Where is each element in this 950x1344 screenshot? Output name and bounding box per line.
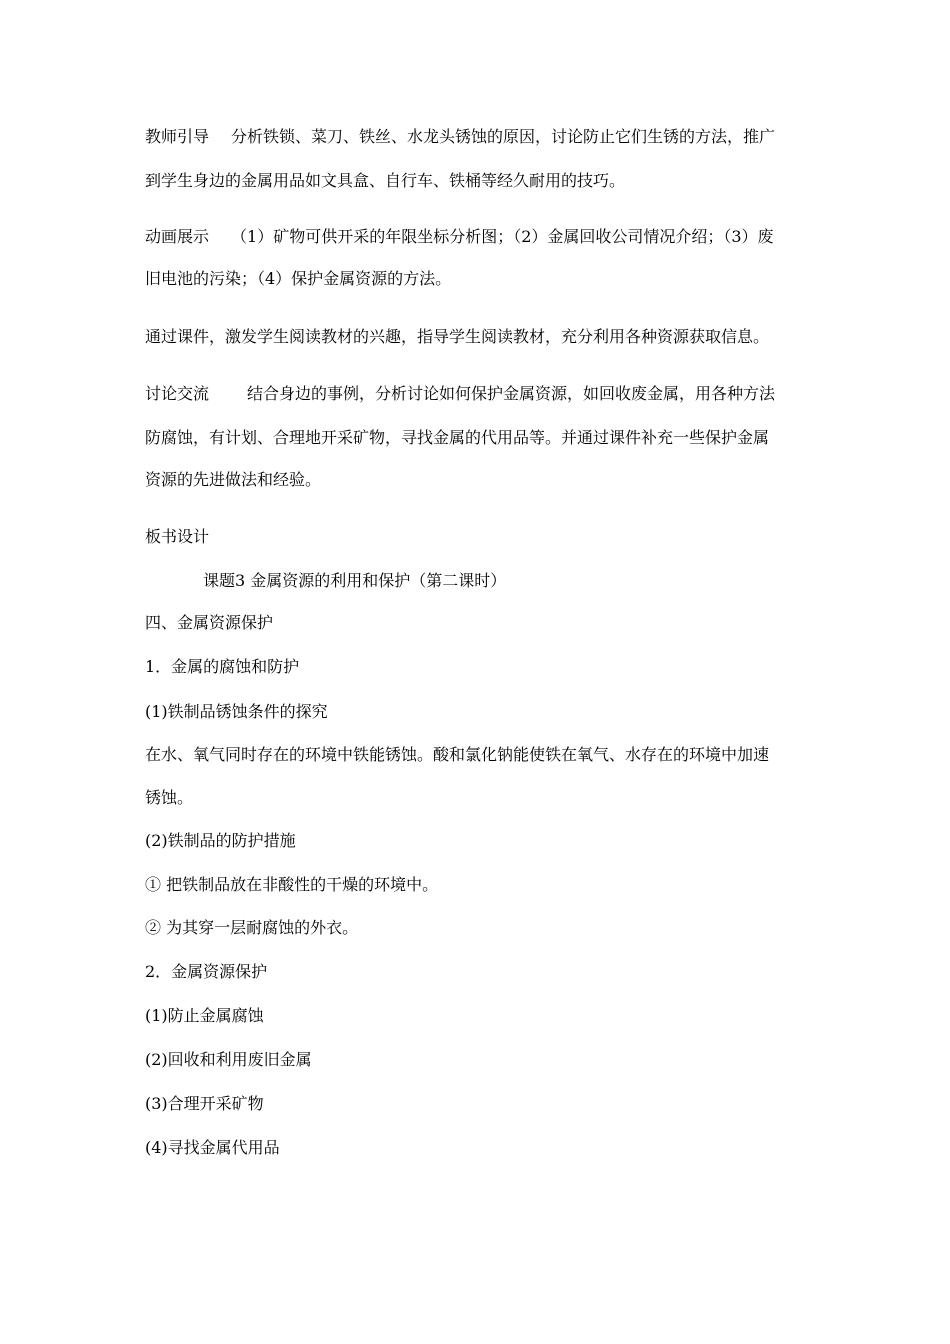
teacher-guide-line-1 bbox=[145, 127, 775, 147]
discussion-line-1 bbox=[145, 384, 775, 404]
board-item-2-2: (2)回收和利用废旧金属 bbox=[145, 1050, 312, 1069]
animation-line-2: 旧电池的污染；（4）保护金属资源的方法。 bbox=[145, 269, 452, 288]
animation-text: （1）矿物可供开采的年限坐标分析图；（2）金属回收公司情况介绍；（3）废 bbox=[231, 227, 774, 246]
board-item-1-1: (1)铁制品锈蚀条件的探究 bbox=[145, 702, 328, 721]
protection-measure-2: ② 为其穿一层耐腐蚀的外衣。 bbox=[145, 918, 359, 937]
teacher-guide-label: 教师引导 bbox=[145, 127, 210, 146]
discussion-label: 讨论交流 bbox=[145, 384, 210, 403]
teacher-guide-line-2: 到学生身边的金属用品如文具盒、自行车、铁桶等经久耐用的技巧。 bbox=[145, 171, 626, 190]
board-item-2-4: (4)寻找金属代用品 bbox=[145, 1138, 280, 1157]
courseware-paragraph: 通过课件，激发学生阅读教材的兴趣，指导学生阅读教材，充分利用各种资源获取信息。 bbox=[145, 327, 770, 346]
rust-condition-line-1: 在水、氧气同时存在的环境中铁能锈蚀。酸和氯化钠能使铁在氧气、水存在的环境中加速 bbox=[145, 745, 770, 764]
board-title: 课题3 金属资源的利用和保护（第二课时） bbox=[203, 571, 507, 590]
board-section: 四、金属资源保护 bbox=[145, 613, 274, 632]
board-item-1-2: (2)铁制品的防护措施 bbox=[145, 831, 296, 850]
discussion-line-3: 资源的先进做法和经验。 bbox=[145, 470, 322, 489]
animation-line-1 bbox=[145, 227, 774, 247]
board-design-heading: 板书设计 bbox=[145, 527, 210, 546]
discussion-line-2: 防腐蚀，有计划、合理地开采矿物，寻找金属的代用品等。并通过课件补充一些保护金属 bbox=[145, 428, 770, 447]
animation-label: 动画展示 bbox=[145, 227, 210, 246]
board-item-2-3: (3)合理开采矿物 bbox=[145, 1094, 264, 1113]
board-item-1: 1．金属的腐蚀和防护 bbox=[145, 657, 300, 676]
rust-condition-line-2: 锈蚀。 bbox=[145, 788, 194, 807]
board-item-2: 2．金属资源保护 bbox=[145, 962, 268, 981]
protection-measure-1: ① 把铁制品放在非酸性的干燥的环境中。 bbox=[145, 875, 439, 894]
discussion-text: 结合身边的事例，分析讨论如何保护金属资源，如回收废金属，用各种方法 bbox=[247, 384, 776, 403]
teacher-guide-text: 分析铁锁、菜刀、铁丝、水龙头锈蚀的原因，讨论防止它们生锈的方法，推广 bbox=[231, 127, 776, 146]
board-item-2-1: (1)防止金属腐蚀 bbox=[145, 1006, 264, 1025]
